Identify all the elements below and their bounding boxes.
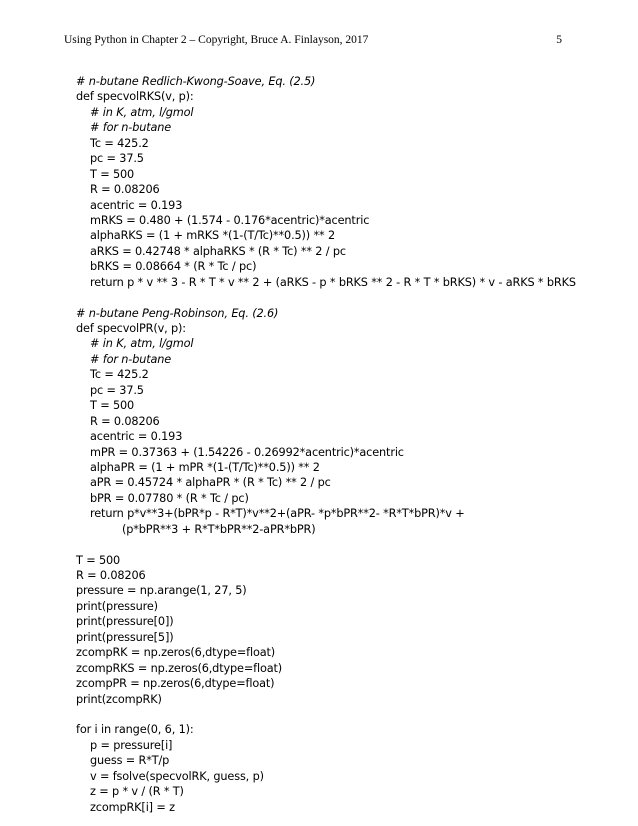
code-line: print(pressure) <box>76 599 158 613</box>
code-line: pc = 37.5 <box>90 383 144 397</box>
code-line: zcompPR = np.zeros(6,dtype=float) <box>76 677 275 691</box>
code-listing <box>76 74 576 815</box>
code-line: R = 0.08206 <box>76 569 146 582</box>
code-line: R = 0.08206 <box>90 414 160 428</box>
code-line: alphaRKS = (1 + mRKS *(1-(T/Tc)**0.5)) ** 2 <box>90 229 335 243</box>
code-line: print(pressure[5]) <box>76 630 174 644</box>
code-line: print(zcompRK) <box>76 692 162 706</box>
code-line: acentric = 0.193 <box>90 430 183 444</box>
code-comment-line: # in K, atm, l/gmol <box>90 105 194 119</box>
code-line: Tc = 425.2 <box>90 136 149 150</box>
code-line: T = 500 <box>90 167 135 181</box>
code-line: (p*bPR**3 + R*T*bPR**2-aPR*bPR) <box>122 522 316 536</box>
code-comment-line: # in K, atm, l/gmol <box>90 337 194 351</box>
page-number: 5 <box>556 34 562 46</box>
code-line: p = pressure[i] <box>90 738 173 752</box>
code-line: zcompRK = np.zeros(6,dtype=float) <box>76 646 276 660</box>
blank-line <box>76 537 576 552</box>
code-line: def specvolPR(v, p): <box>76 322 186 335</box>
code-line: pc = 37.5 <box>90 152 144 166</box>
code-line: zcompRK[i] = z <box>90 800 175 814</box>
code-line: print(pressure[0]) <box>76 615 174 629</box>
code-line: alphaPR = (1 + mPR *(1-(T/Tc)**0.5)) ** 2 <box>90 460 320 474</box>
header-title: Using Python in Chapter 2 – Copyright, Bruce A. Finlayson, 2017 <box>64 34 369 46</box>
code-line: def specvolRKS(v, p): <box>76 90 194 104</box>
code-line: T = 500 <box>90 399 135 413</box>
code-comment-line: # for n-butane <box>90 121 172 135</box>
code-line: zcompRKS = np.zeros(6,dtype=float) <box>76 661 283 675</box>
code-line: guess = R*T/p <box>90 754 170 768</box>
blank-line <box>76 290 576 305</box>
page-header <box>0 34 638 50</box>
blank-line <box>76 707 576 722</box>
code-line: return p*v**3+(bPR*p - R*T)*v**2+(aPR- *p*bPR**2- *R*T*bPR)*v + <box>90 507 465 521</box>
code-line: mRKS = 0.480 + (1.574 - 0.176*acentric)*acentric <box>90 213 370 227</box>
code-line: v = fsolve(specvolRK, guess, p) <box>90 769 264 783</box>
code-comment-line: # n-butane Redlich-Kwong-Soave, Eq. (2.5) <box>76 75 316 88</box>
code-line: return p * v ** 3 - R * T * v ** 2 + (aRKS - p * bRKS ** 2 - R * T * bRKS) * v - aRKS * bRKS <box>90 275 576 289</box>
code-line: for i in range(0, 6, 1): <box>76 723 194 737</box>
code-line: Tc = 425.2 <box>90 368 149 382</box>
code-line: acentric = 0.193 <box>90 198 183 212</box>
code-line: bPR = 0.07780 * (R * Tc / pc) <box>90 491 249 505</box>
code-comment-line: # for n-butane <box>90 352 172 366</box>
code-line: mPR = 0.37363 + (1.54226 - 0.26992*acentric)*acentric <box>90 445 404 459</box>
code-line: z = p * v / (R * T) <box>90 785 184 799</box>
code-line: T = 500 <box>76 553 121 567</box>
code-line: R = 0.08206 <box>90 183 160 197</box>
code-comment-line: # n-butane Peng-Robinson, Eq. (2.6) <box>76 306 279 320</box>
code-line: aPR = 0.45724 * alphaPR * (R * Tc) ** 2 / pc <box>90 476 331 490</box>
code-line: aRKS = 0.42748 * alphaRKS * (R * Tc) ** 2 / pc <box>90 244 346 258</box>
code-line: bRKS = 0.08664 * (R * Tc / pc) <box>90 260 257 274</box>
code-line: pressure = np.arange(1, 27, 5) <box>76 584 247 598</box>
